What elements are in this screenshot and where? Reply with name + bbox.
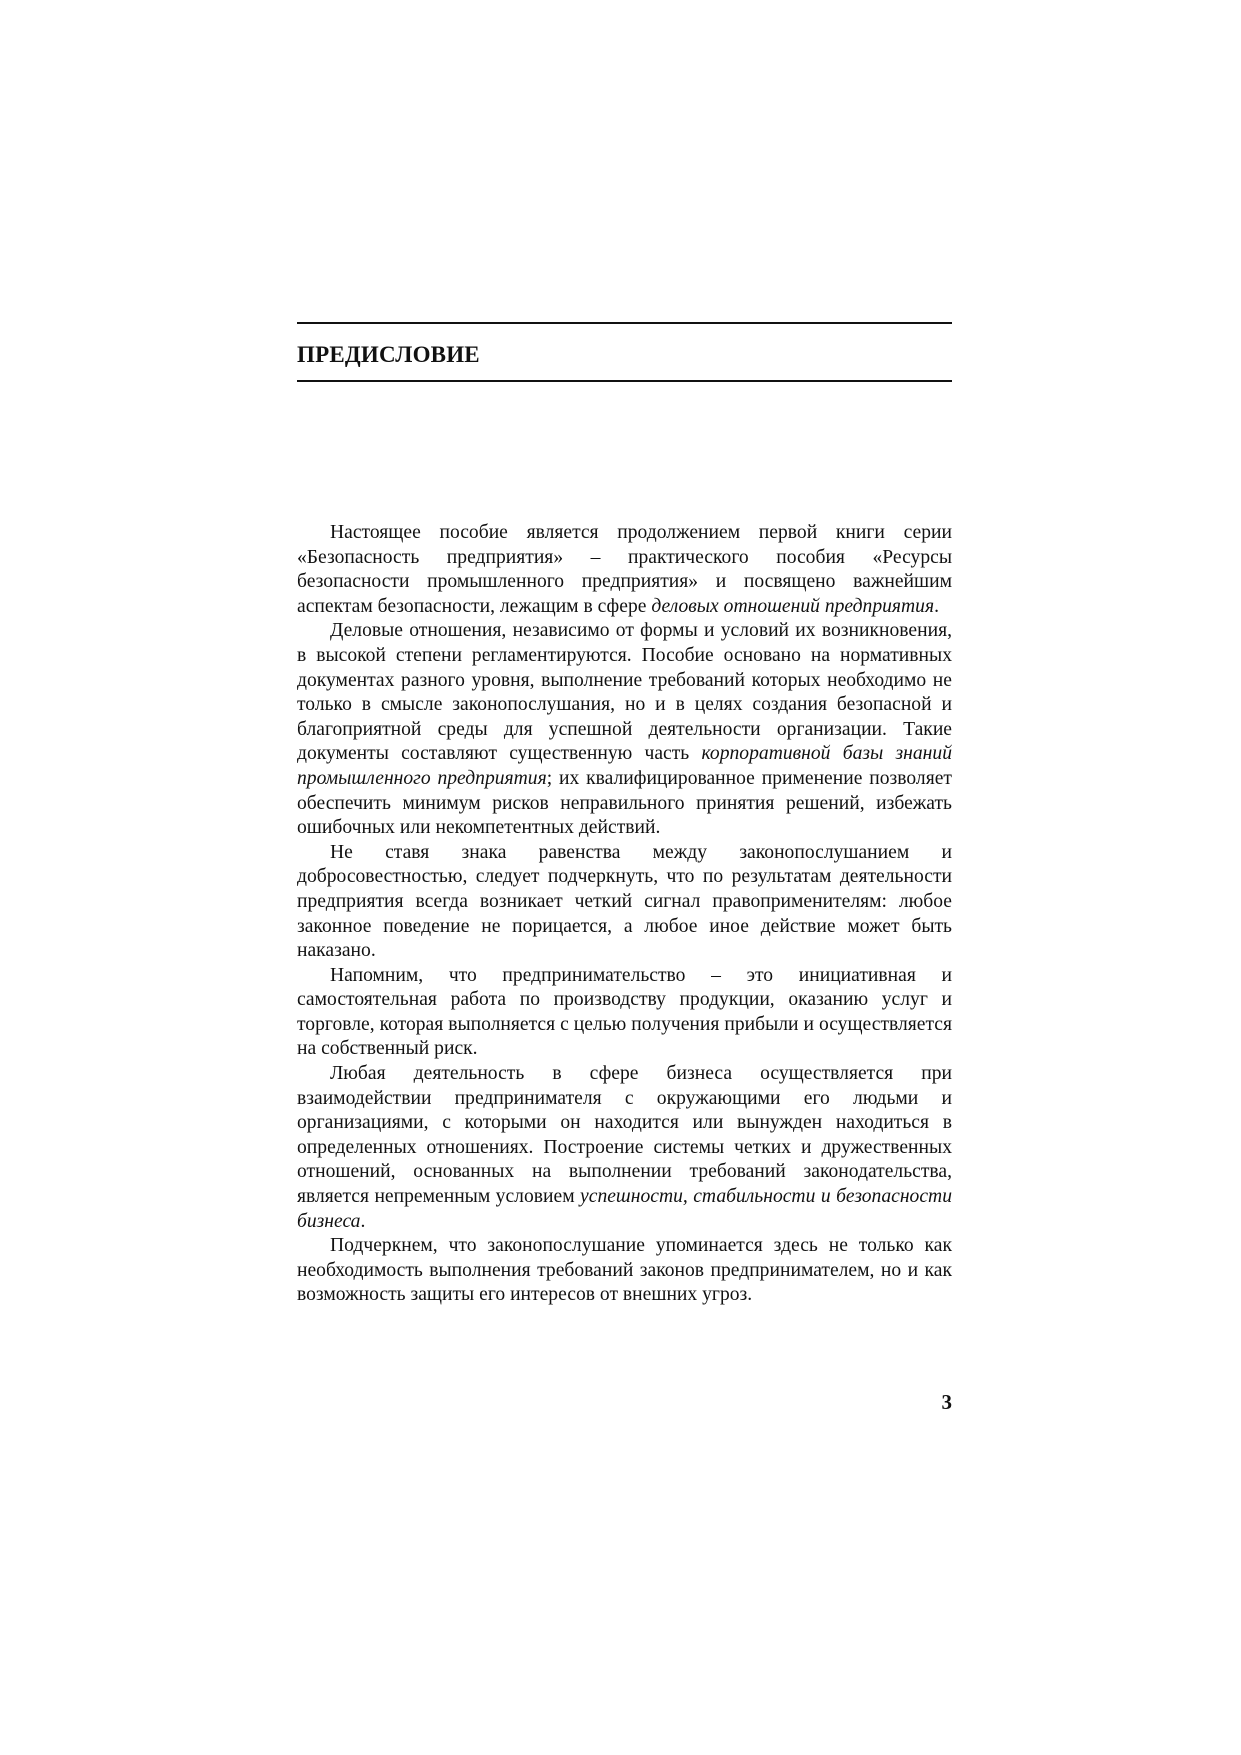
page-number: 3 <box>941 1390 952 1414</box>
paragraph-1: Настоящее пособие является продолжением первой книги серии «Безопасность предприятия» – практического пособия «Ресурсы безопасности промышленного предприятия» и посвящено важнейшим аспектам безопасности, лежащим в сфере деловых отношений предприятия. <box>297 522 952 617</box>
title-rule-bottom <box>297 380 952 382</box>
body-text <box>297 521 952 1308</box>
chapter-title: ПРЕДИСЛОВИЕ <box>297 342 480 367</box>
paragraph-4: Напомним, что предпринимательство – это инициативная и самостоятельная работа по производству продукции, оказанию услуг и торговле, которая выполняется с целью получения прибыли и осуществляется на собственный риск. <box>297 964 952 1060</box>
paragraph-3: Не ставя знака равенства между законопослушанием и добросовестностью, следует подчеркнуть, что по результатам деятельности предприятия всегда возникает четкий сигнал правоприменителям: любое законное поведение не порицается, а любое иное действие может быть наказано. <box>297 841 952 962</box>
emphasis-business-relations: деловых отношений предприятия <box>651 595 935 617</box>
paragraph-5: Любая деятельность в сфере бизнеса осуществляется при взаимодействии предпринимателя с окружающими его людьми и организациями, с которыми он находится или вынужден находиться в определенных отношениях. Построение системы четких и дружественных отношений, основанных на выполнении требований законодательства, является непременным условием успешности, стабильности и безопасности бизнеса. <box>297 1063 952 1232</box>
emphasis-knowledge-base: корпоративной базы знаний промышленного предприятия <box>297 743 952 789</box>
paragraph-6: Подчеркнем, что законопослушание упоминается здесь не только как необходимость выполнения требований законов предпринимателем, но и как возможность защиты его интересов от внешних угроз. <box>297 1235 952 1306</box>
emphasis-business-success: успешности, стабильности и безопасности бизнеса <box>297 1186 952 1232</box>
paragraph-2: Деловые отношения, независимо от формы и условий их возникновения, в высокой степени регламентируются. Пособие основано на нормативных документах разного уровня, выполнение требований которых необходимо не только в смысле законопослушания, но и в целях создания безопасной и благоприятной среды для успешной деятельности организации. Такие документы составляют существенную часть корпоративной базы знаний промышленного предприятия; их квалифицированное применение позволяет обеспечить минимум рисков неправильного принятия решений, избежать ошибочных или некомпетентных действий. <box>297 620 952 839</box>
title-rule-top <box>297 322 952 324</box>
